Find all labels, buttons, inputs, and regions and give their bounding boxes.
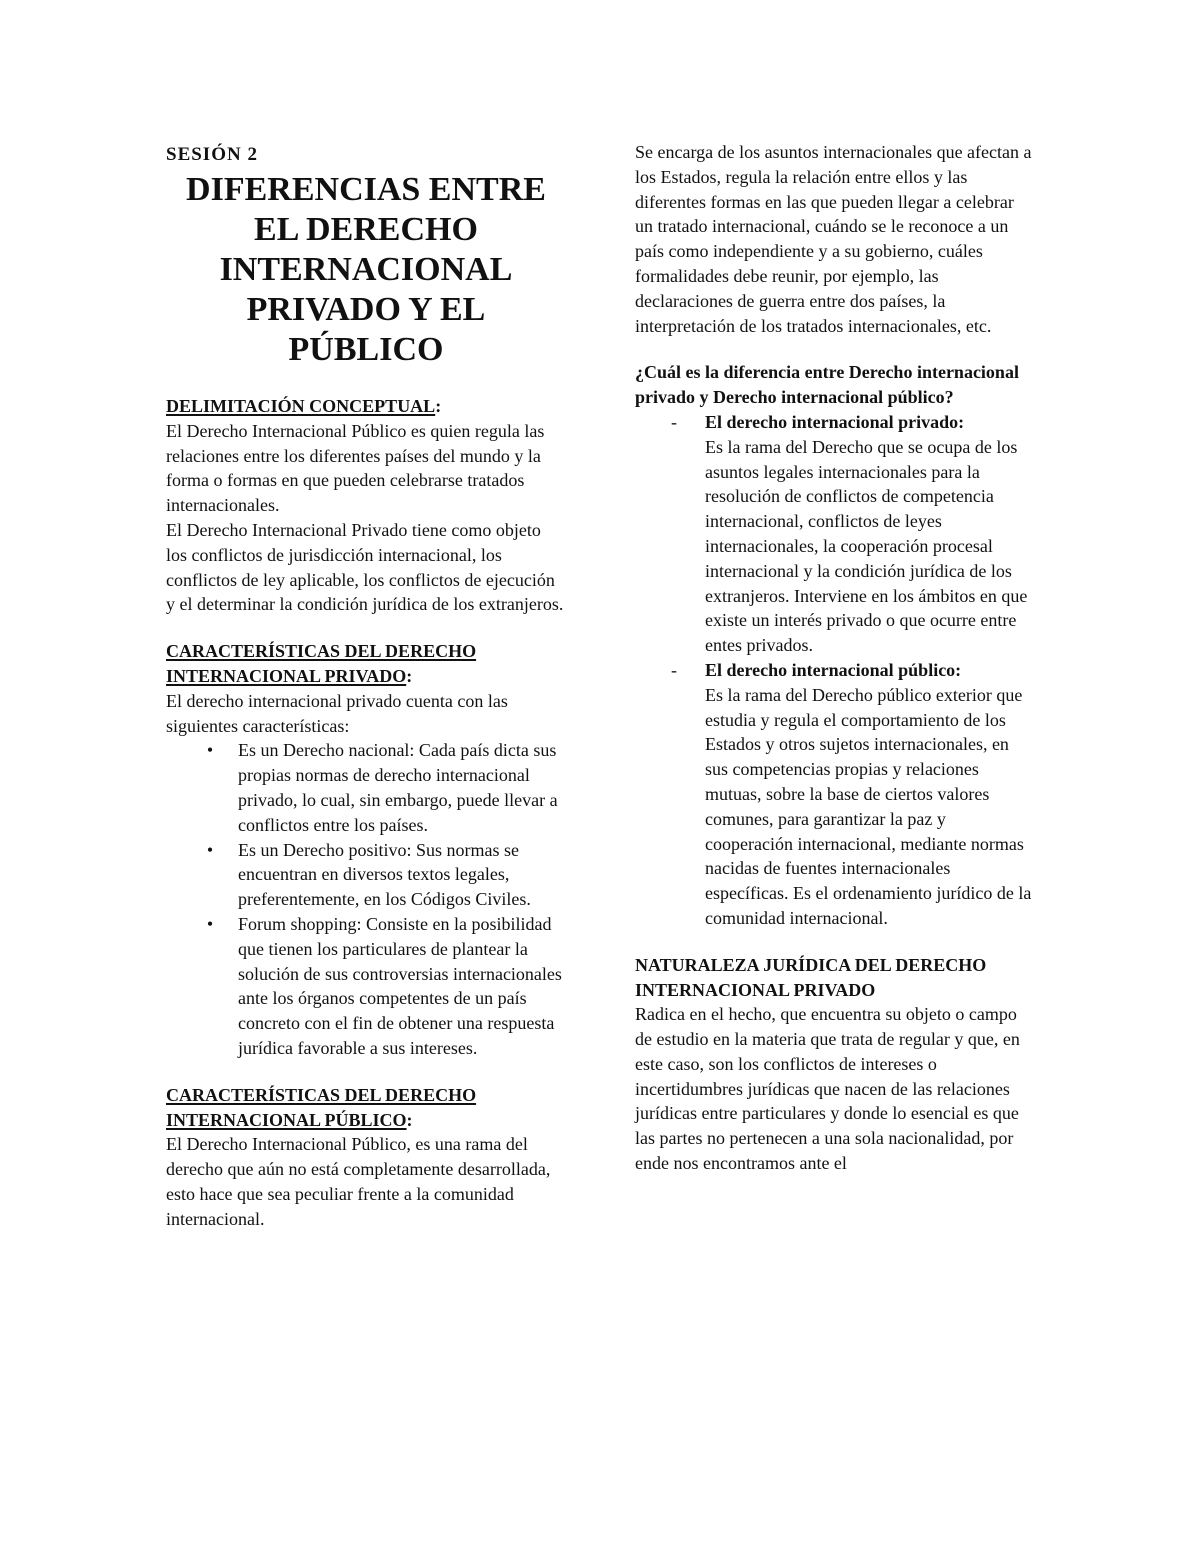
bullet-marker: • xyxy=(206,839,214,860)
heading-text: CARACTERÍSTICAS DEL DERECHO INTERNACIONAL PRIVADO xyxy=(166,641,477,686)
heading-text: DELIMITACIÓN CONCEPTUAL xyxy=(166,396,436,416)
title-line: INTERNACIONAL xyxy=(219,251,513,288)
list-item xyxy=(635,410,1035,658)
list-item-label: El derecho internacional público: xyxy=(705,659,962,680)
heading-colon: : xyxy=(406,665,413,686)
list-item xyxy=(635,658,1035,931)
spacer xyxy=(635,338,1035,360)
heading-text: CARACTERÍSTICAS DEL DERECHO INTERNACIONAL PÚBLICO xyxy=(166,1084,477,1130)
session-label: SESIÓN 2 xyxy=(166,144,258,165)
list-item-label: El derecho internacional privado: xyxy=(705,411,965,432)
heading-colon: : xyxy=(406,1109,413,1130)
spacer xyxy=(166,617,566,639)
list-item-text: Forum shopping: Consiste en la posibilidad que tienen los particulares de plantear la solución de sus controversias internacionales ante los órganos competentes de un país concreto con el fin de obtener una respuesta jurídica favorable a sus intereses. xyxy=(238,913,562,1058)
bullet-marker: • xyxy=(206,913,214,934)
list-item xyxy=(166,738,566,837)
paragraph: El Derecho Internacional Público es quien regula las relaciones entre los diferentes países del mundo y la forma o formas en que pueden celebrarse tratados internacionales. xyxy=(166,420,545,516)
dash-marker: - xyxy=(671,659,677,680)
dash-list xyxy=(635,410,1035,931)
bullet-marker: • xyxy=(206,740,214,761)
list-item-text: Es la rama del Derecho público exterior que estudia y regula el comportamiento de los Estados y otros sujetos internacionales, en sus competencias propias y relaciones mutuas, sobre la base de ciertos valores comunes, para garantizar la paz y cooperación internacional, mediante normas nacidas de fuentes internacionales específicas. Es el ordenamiento jurídico de la comunidad internacional. xyxy=(705,684,1032,928)
right-column xyxy=(635,140,1035,1176)
paragraph: Radica en el hecho, que encuentra su objeto o campo de estudio en la materia que trata de regular y que, en este caso, son los conflictos de intereses o incertidumbres jurídicas que nacen de las relaciones jurídicas entre particulares y donde lo esencial es que las partes no pertenecen a una sola nacionalidad, por ende nos encontramos ante el xyxy=(635,1004,1020,1174)
list-item xyxy=(166,912,566,1061)
spacer xyxy=(166,1061,566,1083)
spacer xyxy=(635,931,1035,953)
list-item-text: Es un Derecho positivo: Sus normas se encuentran en diversos textos legales, preferentemente, en los Códigos Civiles. xyxy=(238,839,531,910)
paragraph: Se encarga de los asuntos internacionales que afectan a los Estados, regula la relación entre ellos y las diferentes formas en las que pueden llegar a celebrar un tratado internacional, cuándo se le reconoce a un país como independiente y a su gobierno, cuáles formalidades debe reunir, por ejemplo, las declaraciones de guerra entre dos países, la interpretación de los tratados internacionales, etc. xyxy=(635,142,1032,336)
section-heading-delimitacion xyxy=(166,394,566,419)
dash-marker: - xyxy=(671,411,677,432)
paragraph: El Derecho Internacional Privado tiene como objeto los conflictos de jurisdicción internacional, los conflictos de ley aplicable, los conflictos de ejecución y el determinar la condición jurídica de los extranjeros. xyxy=(166,519,564,615)
question-heading: ¿Cuál es la diferencia entre Derecho internacional privado y Derecho internacional público? xyxy=(635,362,1019,408)
paragraph: El Derecho Internacional Público, es una rama del derecho que aún no está completamente desarrollada, esto hace que sea peculiar frente a la comunidad internacional. xyxy=(166,1134,551,1229)
list-item-text: Es la rama del Derecho que se ocupa de los asuntos legales internacionales para la resolución de conflictos de competencia internacional, conflictos de leyes internacionales, la cooperación procesal internacional y la condición jurídica de los extranjeros. Interviene en los ámbitos en que existe un interés privado o que ocurre entre entes privados. xyxy=(705,436,1028,656)
paragraph: El derecho internacional privado cuenta con las siguientes características: xyxy=(166,690,508,736)
list-item xyxy=(166,838,566,912)
section-heading-caracteristicas-privado xyxy=(166,639,566,689)
document-title xyxy=(166,170,566,370)
section-heading-naturaleza: NATURALEZA JURÍDICA DEL DERECHO INTERNACIONAL PRIVADO xyxy=(635,954,987,1000)
left-column xyxy=(166,140,566,1232)
list-item-text: Es un Derecho nacional: Cada país dicta sus propias normas de derecho internacional privado, lo cual, sin embargo, puede llevar a conflictos entre los países. xyxy=(238,740,558,835)
title-line: PRIVADO Y EL xyxy=(246,291,486,328)
title-line: PÚBLICO xyxy=(288,331,444,368)
section-heading-caracteristicas-publico xyxy=(166,1083,566,1133)
title-line: DIFERENCIAS ENTRE xyxy=(186,171,546,208)
bullet-list xyxy=(166,738,566,1060)
title-line: EL DERECHO xyxy=(254,211,478,248)
heading-colon: : xyxy=(435,396,442,416)
spacer xyxy=(166,370,566,394)
